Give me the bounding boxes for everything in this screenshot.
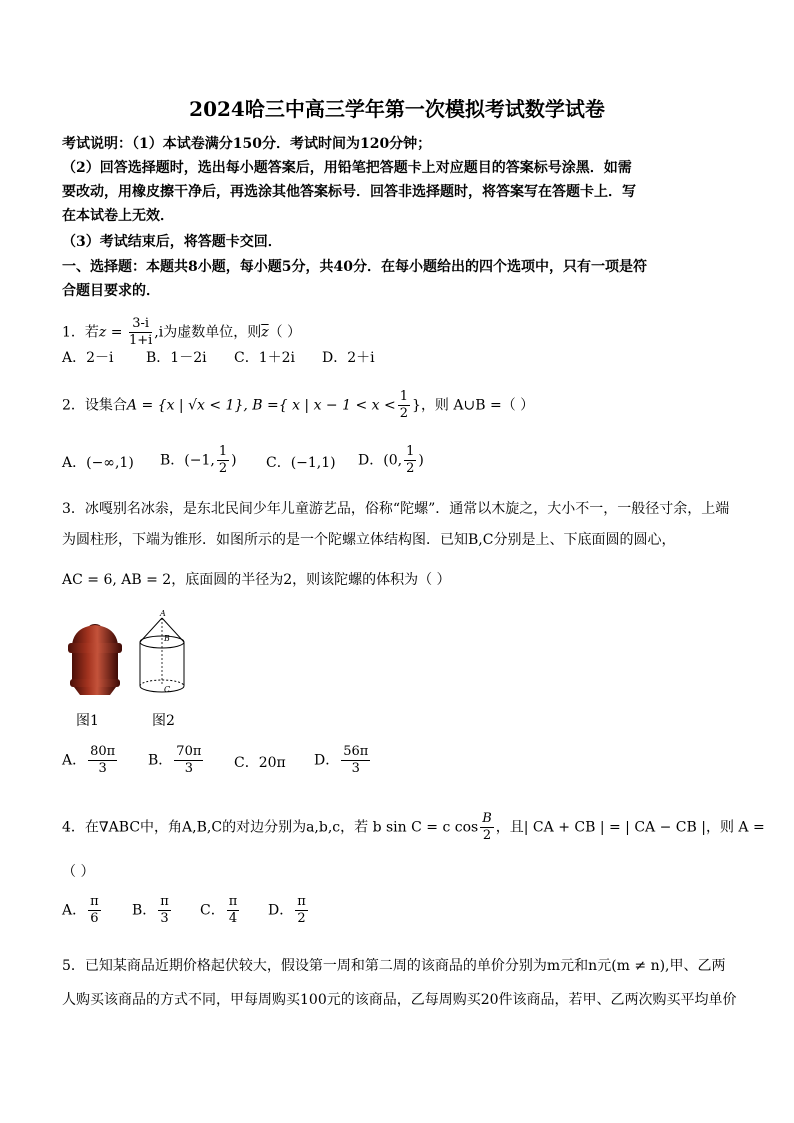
label-a: A [160, 609, 166, 618]
q3-option-d-fraction [341, 744, 370, 777]
figure-2-caption: 图2 [152, 713, 175, 729]
q3-option-d-den: 3 [351, 761, 360, 776]
q1-frac-den: 1+i [128, 333, 153, 348]
q3-option-b-prefix: B． [148, 752, 173, 769]
q4-option-c-den: 4 [228, 911, 238, 926]
q4-option-c-num: π [228, 894, 238, 909]
q3-option-d-prefix: D． [314, 752, 340, 769]
q4-frac-den: 2 [482, 828, 492, 843]
q4-option-d-fraction [295, 894, 308, 927]
q1-option-a: A．2－i [62, 350, 114, 366]
q4-option-b-num: π [160, 894, 169, 909]
q3-line-3: AC = 6, AB = 2，底面圆的半径为2，则该陀螺的体积为（ ） [62, 572, 451, 588]
section-heading-2: 合题目要求的． [62, 283, 160, 299]
question-1 [62, 316, 301, 349]
q1-eq: = [106, 324, 127, 341]
q2-set-b-left: { x | x − 1 < x < [278, 397, 396, 414]
q4-option-b-fraction [158, 894, 171, 927]
q3-option-b-num: 70π [176, 744, 202, 759]
q4-frac-num: B [482, 811, 492, 826]
q4-option-b [132, 894, 173, 927]
q3-option-d-num: 56π [343, 744, 369, 759]
q3-option-c: C．20π [234, 755, 286, 771]
q2-option-b-prefix: B． [160, 452, 185, 469]
q4-fraction [480, 811, 494, 844]
q3-option-b [148, 744, 205, 777]
q4-text-a: 4．在∇ABC中，角A,B,C的对边分别为a,b,c，若 b sin C = c cos [62, 819, 479, 836]
q2-option-d-num: 1 [406, 444, 415, 459]
q2-fraction [398, 389, 410, 422]
q4-option-c-fraction [227, 894, 240, 927]
q2-set-a: A = {x | √x < 1}, B = [126, 397, 279, 414]
question-2 [62, 389, 534, 422]
q2-frac-num: 1 [399, 389, 409, 404]
q1-frac-num: 3-i [129, 316, 152, 333]
instruction-line-1: 考试说明：（1）本试卷满分150分．考试时间为120分钟； [62, 136, 432, 152]
q4-option-b-den: 3 [160, 911, 169, 926]
q2-option-d-right: ) [418, 452, 424, 469]
q2-option-c: C．(−1,1) [266, 455, 336, 471]
figure-1-caption: 图1 [76, 713, 99, 729]
q1-fraction [129, 316, 152, 349]
q1-number: 1．若 [62, 324, 99, 341]
q2-option-d-prefix: D． [358, 452, 384, 469]
q2-option-d-den: 2 [406, 461, 415, 476]
q2-option-d [358, 444, 424, 477]
bottom-ellipse-front [140, 686, 184, 692]
instruction-line-4: 在本试卷上无效． [62, 208, 174, 224]
q2-text-b: ，则 A∪B =（ ） [420, 397, 535, 414]
label-c: C [164, 685, 171, 694]
q3-option-a-num: 80π [90, 744, 116, 759]
q1-z: z [98, 324, 107, 341]
question-4 [62, 811, 765, 844]
q2-option-b-right: ) [231, 452, 237, 469]
q5-line-2: 人购买该商品的方式不同，甲每周购买100元的该商品，乙每周购买20件该商品，若甲、乙两次购买平均单价 [62, 992, 737, 1008]
q2-option-b-num: 1 [218, 444, 228, 459]
q2-text-a: 2．设集合 [62, 397, 127, 414]
figure-1-top-photo [60, 615, 130, 697]
q2-option-d-fraction [404, 444, 416, 477]
q4-option-d-num: π [297, 894, 306, 909]
q3-option-a [62, 744, 119, 777]
q3-option-a-prefix: A． [62, 752, 87, 769]
q2-option-b-den: 2 [218, 461, 228, 476]
q2-set-b-right: } [412, 397, 421, 414]
q4-option-b-prefix: B． [132, 902, 157, 919]
label-b: B [164, 634, 170, 643]
q3-option-d [314, 744, 372, 777]
q4-option-c [200, 894, 241, 927]
q3-option-a-fraction [88, 744, 117, 777]
q1-paren: （ ） [268, 324, 302, 341]
q1-option-c: C．1＋2i [234, 350, 296, 366]
q5-line-1: 5．已知某商品近期价格起伏较大，假设第一周和第二周的该商品的单价分别为m元和n元(m ≠ n),甲、乙两 [62, 958, 726, 974]
q2-option-b [160, 444, 237, 477]
q4-text-b: ，且| CA + CB | = | CA − CB |，则 A = [495, 819, 765, 836]
q4-paren: （ ） [62, 864, 95, 880]
q3-option-a-den: 3 [98, 761, 107, 776]
q4-option-a-num: π [90, 894, 99, 909]
q4-option-a-fraction [88, 894, 101, 927]
instruction-line-3: 要改动，用橡皮擦干净后，再选涂其他答案标号．回答非选择题时，将答案写在答题卡上．写 [62, 184, 636, 200]
q1-rest: ,i为虚数单位，则 [154, 324, 262, 341]
q3-line-1: 3．冰嘎别名冰尜，是东北民间少年儿童游艺品，俗称“陀螺”．通常以木旋之，大小不一，一般径寸余，上端 [62, 501, 730, 517]
q2-option-a: A．(−∞,1) [62, 455, 134, 471]
q2-option-b-fraction [217, 444, 229, 477]
q4-option-a-den: 6 [90, 911, 99, 926]
q3-line-2: 为圆柱形，下端为锥形．如图所示的是一个陀螺立体结构图．已知B,C分别是上、下底面圆的圆心， [62, 532, 676, 548]
section-heading-1: 一、选择题：本题共8小题，每小题5分，共40分．在每小题给出的四个选项中，只有一项是符 [62, 259, 647, 275]
instruction-line-5: （3）考试结束后，将答题卡交回． [62, 234, 282, 250]
q4-option-d-den: 2 [297, 911, 306, 926]
q1-zbar: $\overline{z}$ [261, 324, 269, 341]
instruction-line-2: （2）回答选择题时，选出每小题答案后，用铅笔把答题卡上对应题目的答案标号涂黑．如需 [62, 160, 632, 176]
figure-2-diagram [130, 608, 196, 700]
exam-title: 2024哈三中高三学年第一次模拟考试数学试卷 [189, 97, 605, 121]
q3-option-b-fraction [174, 744, 203, 777]
q4-option-a [62, 894, 103, 927]
q3-option-b-den: 3 [184, 761, 193, 776]
q1-option-d: D．2＋i [322, 350, 375, 366]
q4-option-a-prefix: A． [62, 902, 87, 919]
q4-option-d-prefix: D． [268, 902, 294, 919]
q2-option-b-left: (−1, [184, 452, 215, 469]
q4-option-d [268, 894, 310, 927]
q4-option-c-prefix: C． [200, 902, 225, 919]
q2-option-d-left: (0, [383, 452, 403, 469]
q2-frac-den: 2 [399, 406, 409, 421]
q1-option-b: B．1－2i [146, 350, 207, 366]
